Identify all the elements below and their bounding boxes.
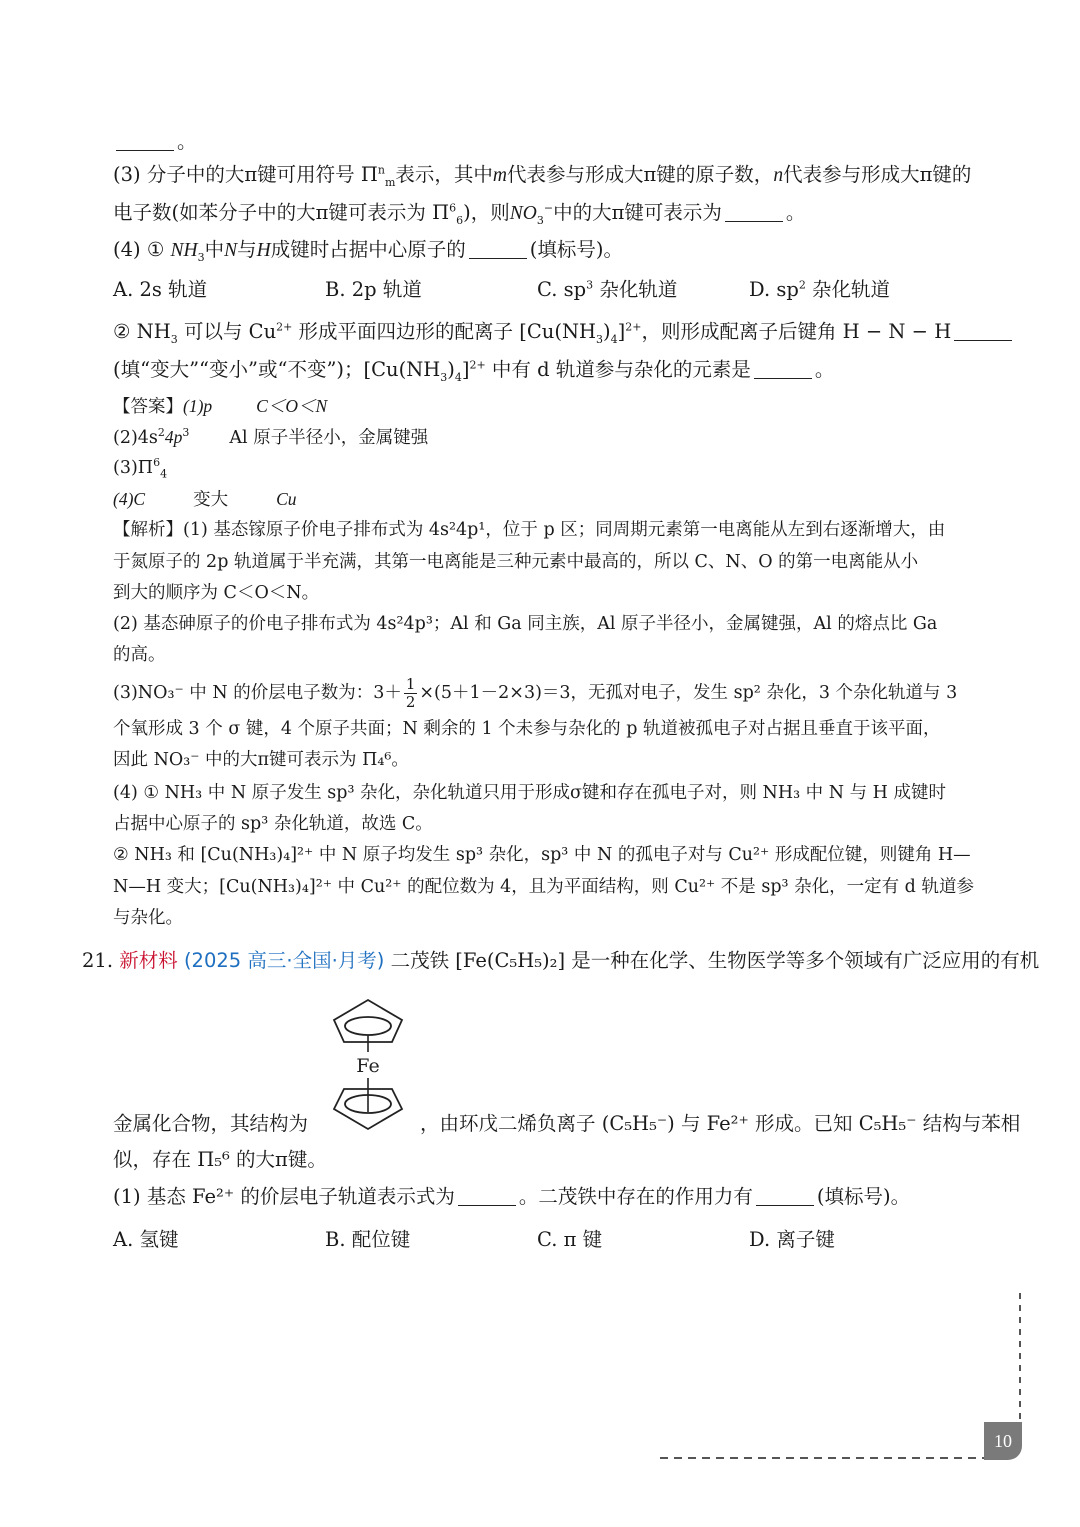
answer-line3: $(3)\Pi^6_4$ <box>113 456 168 481</box>
analysis-line13: 与杂化。 <box>113 908 183 928</box>
analysis-line12: N—H 变大；[Cu(NH₃)₄]²⁺ 中 Cu²⁺ 的配位数为 4，且为平面结构，则 Cu²⁺ 不是 sp³ 杂化，一定有 d 轨道参 <box>113 877 974 897</box>
answer-line2: $(2)4s^24p^3$ Al 原子半径小，金属键强 <box>113 426 429 448</box>
q21-line4: (1) 基态 Fe²⁺ 的价层电子轨道表示式为 。二茂铁中存在的作用力有 (填标号)。 <box>113 1185 911 1208</box>
q20-option-d: D. $sp^2$ 杂化轨道 <box>749 278 891 301</box>
answer-line1: 【答案】(1)p C＜O＜N <box>113 396 328 417</box>
fe-label: Fe <box>356 1055 380 1077</box>
q21-tag: 新材料 <box>119 949 178 972</box>
q21-option-c: C. π 键 <box>537 1228 603 1251</box>
analysis-line10: 占据中心原子的 sp³ 杂化轨道，故选 C。 <box>113 814 433 834</box>
answer-line4: (4)C 变大 Cu <box>113 489 297 510</box>
analysis-line4: (2) 基态砷原子的价电子排布式为 4s²4p³；Al 和 Ga 同主族，Al 原子半径小，金属键强，Al 的熔点比 Ga <box>113 614 938 634</box>
analysis-line8: 因此 NO₃⁻ 中的大π键可表示为 Π₄⁶。 <box>113 750 409 770</box>
answer-blank <box>725 203 783 222</box>
q21-option-d: D. 离子键 <box>749 1228 835 1251</box>
cp-ring-top-circle <box>345 1017 391 1035</box>
q20-option-b: B. 2p 轨道 <box>325 278 422 301</box>
q20-prev-line: 。 <box>113 128 197 156</box>
answer-blank <box>116 132 174 151</box>
answer-blank <box>954 322 1012 341</box>
fraction: $\frac{1}{2}$ <box>405 675 416 711</box>
page-number: 10 <box>984 1422 1022 1460</box>
q20-part4-line2: ② $NH_3$ 可以与 $Cu^{2+}$ 形成平面四边形的配离子 $[Cu(NH_3)_4]^{2+}$，则形成配离子后键角 H − N − H <box>113 318 1015 346</box>
q21-line2: 金属化合物，其结构为 ，由环戊二烯负离子 (C₅H₅⁻) 与 Fe²⁺ 形成。已知 C₅H₅⁻ 结构与苯相 <box>113 1112 1021 1135</box>
q20-part4-line3: (填“变大”“变小”或“不变”)；$[Cu(NH_3)_4]^{2+}$ 中有 d 轨道参与杂化的元素是 。 <box>113 358 835 384</box>
analysis-line2: 于氮原子的 2p 轨道属于半充满，其第一电离能是三种元素中最高的，所以 C、N、O 的第一电离能从小 <box>113 552 919 572</box>
q20-part4-line1: (4) ① $NH_3$中N与H成键时占据中心原子的 (填标号)。 <box>113 238 623 264</box>
q21-line1: 21. 新材料 (2025 高三·全国·月考) 二茂铁 [Fe(C₅H₅)₂] 是一种在化学、生物医学等多个领域有广泛应用的有机 <box>82 949 1040 972</box>
q20-part3-line2: 电子数(如苯分子中的大π键可表示为 $\Pi^6_6$)，则$NO_3^-$中的大π键可表示为 。 <box>113 201 806 227</box>
analysis-line11: ② NH₃ 和 [Cu(NH₃)₄]²⁺ 中 N 原子均发生 sp³ 杂化，sp³ 中 N 的孤电子对与 Cu²⁺ 形成配位键，则键角 H— <box>113 845 971 865</box>
analysis-line7: 个氧形成 3 个 σ 键，4 个原子共面；N 剩余的 1 个未参与杂化的 p 轨道被孤电子对占据且垂直于该平面， <box>113 719 941 739</box>
answer-blank <box>756 1187 814 1206</box>
q20-option-a: A. 2s 轨道 <box>113 278 208 301</box>
q21-option-a: A. 氢键 <box>113 1228 179 1251</box>
analysis-line3: 到大的顺序为 C＜O＜N。 <box>113 583 320 603</box>
analysis-line9: (4) ① NH₃ 中 N 原子发生 sp³ 杂化，杂化轨道只用于形成σ键和存在孤电子对，则 NH₃ 中 N 与 H 成键时 <box>113 783 946 803</box>
answer-blank <box>458 1187 516 1206</box>
q21-source: (2025 高三·全国·月考) <box>183 949 385 972</box>
page-corner-decoration <box>655 1285 1035 1475</box>
answer-blank <box>469 240 527 259</box>
q20-option-c: C. $sp^3$ 杂化轨道 <box>537 278 678 301</box>
q20-part3-line1: (3) 分子中的大π键可用符号 $\Pi^n_m$表示，其中m代表参与形成大π键的原子数，n代表参与形成大π键的 <box>113 163 972 189</box>
q21-option-b: B. 配位键 <box>325 1228 411 1251</box>
analysis-line6: (3)NO₃⁻ 中 N 的价层电子数为：3＋ $\frac{1}{2}$ ×(5＋1－2×3)＝3，无孤对电子，发生 sp² 杂化，3 个杂化轨道与 3 <box>113 675 958 711</box>
analysis-line1: 【解析】(1) 基态镓原子价电子排布式为 4s²4p¹，位于 p 区；同周期元素第一电离能从左到右逐渐增大，由 <box>113 520 946 540</box>
analysis-line5: 的高。 <box>113 645 166 665</box>
q21-line3: 似，存在 Π₅⁶ 的大π键。 <box>113 1148 327 1171</box>
answer-blank <box>754 360 812 379</box>
